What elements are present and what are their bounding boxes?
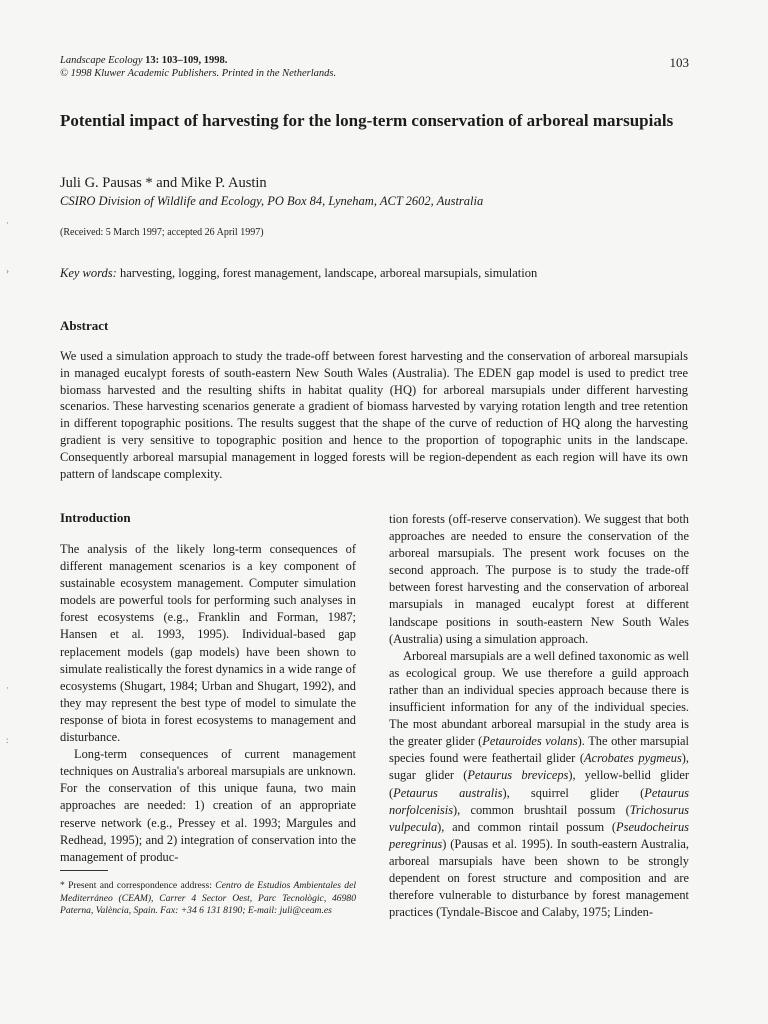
copyright-line: © 1998 Kluwer Academic Publishers. Printed in the Netherlands. — [60, 68, 337, 79]
margin-mark: · — [6, 683, 9, 693]
species-name: Petaurus norfolcenisis — [389, 785, 689, 817]
keywords — [60, 266, 537, 281]
footnote-address: Centro de Estudios Ambientales del Mediterráneo (CEAM), Carrer 4 Sector Oest, Parc Tecnològic, 46980 Paterna, València, Spain. Fax: +34 6 131 8190; E-mail: juli@ceam.es — [60, 880, 356, 917]
journal-name: Landscape Ecology — [60, 55, 143, 66]
column-left — [60, 541, 356, 866]
introduction-heading: Introduction — [60, 510, 131, 525]
species-name: Petauroides volans — [482, 734, 578, 749]
keywords-list: harvesting, logging, forest management, landscape, arboreal marsupials, simulation — [116, 266, 538, 280]
abstract-text: We used a simulation approach to study the trade-off between forest harvesting and the conservation of arboreal marsupials in managed eucalypt forests of south-eastern New South Wales (Australia). The EDEN gap model is used to predict tree biomass harvested and the resulting shifts in habitat quality (HQ) for arboreal marsupials under different harvesting scenarios. These harvesting scenarios generate a gradient of biomass harvested by varying rotation length and tree retention in different topographic positions. The results suggest that the shape of the curve of reduction of HQ along the harvesting gradient is very sensitive to topographic position and hence to the proportion of topographic units in the landscape. Consequently arboreal marsupial management in logged forests will be region-dependent as each region will have its own pattern of landscape complexity. — [60, 349, 688, 481]
margin-mark: : — [6, 735, 9, 745]
paragraph: tion forests (off-reserve conservation). We suggest that both approaches are needed to ensure the conservation of the arboreal marsupials. The present work focuses on the second approach. The purpose is to study the trade-off between forest harvesting and the conservation of arboreal marsupials in managed eucalypt forest at different landscape positions in south-eastern New South Wales (Australia) using a simulation approach. — [389, 512, 689, 646]
abstract-heading: Abstract — [60, 318, 109, 333]
journal-pages: : 103–109, 1998. — [155, 55, 228, 66]
species-name: Acrobates pygmeus — [584, 751, 682, 766]
page-number: 103 — [669, 55, 689, 70]
paragraph: Arboreal marsupials are a well defined taxonomic as well as ecological group. We use therefore a guild approach rather than an individual species approach because there is insufficient information for any of the individual species. The most abundant arboreal marsupial in the study area is the greater glider (Petauroides volans). The other marsupial species found were feathertail glider (Acrobates pygmeus), sugar glider (Petaurus breviceps), yellow-bellid glider (Petaurus australis), squirrel glider (Petaurus norfolcenisis), common brushtail possum (Trichosurus vulpecula), and common rintail possum (Pseudocheirus peregrinus) (Pausas et al. 1995). In south-eastern Australia, arboreal marsupials have been shown to be strongly dependent on forest structure and composition and are therefore vulnerable to disturbance by forest management practices (Tyndale-Biscoe and Calaby, 1975; Linden- — [389, 648, 690, 920]
received-dates: (Received: 5 March 1997; accepted 26 April 1997) — [60, 227, 264, 238]
footnote: * Present and correspondence address: Centro de Estudios Ambientales del Mediterráneo (CEAM), Carrer 4 Sector Oest, Parc Tecnològic, 46980 Paterna, València, Spain. Fax: +34 6 131 8190; E-mail: juli@ceam.es — [60, 880, 356, 917]
footnote-rule — [60, 870, 108, 871]
keywords-label: Key words: — [60, 266, 117, 280]
species-name: Trichosurus vulpecula — [389, 802, 689, 834]
margin-mark: · — [6, 218, 9, 228]
journal-volume: 13 — [145, 55, 156, 66]
column-right — [389, 511, 689, 921]
article-title: Potential impact of harvesting for the long-term conservation of arboreal marsupials — [60, 111, 674, 130]
author-line: Juli G. Pausas * and Mike P. Austin — [60, 175, 267, 191]
paragraph: The analysis of the likely long-term consequences of different management scenarios is a key component of sustainable ecosystem management. Computer simulation models are powerful tools for performing such analyses in forest ecosystems (e.g., Franklin and Forman, 1987; Hansen et al. 1993, 1995). Individual-based gap replacement models (gap models) have been shown to simulate realistically the forest dynamics in a wide range of ecosystems (Shugart, 1984; Urban and Shugart, 1992), and they may represent the best type of model to simulate the response of biota in forest ecosystems to management and disturbance. — [60, 542, 356, 745]
margin-mark: › — [6, 266, 9, 276]
journal-citation — [60, 54, 336, 80]
species-name: Pseudocheirus peregrinus — [389, 819, 689, 851]
species-name: Petaurus australis — [393, 785, 503, 800]
species-name: Petaurus breviceps — [467, 768, 569, 783]
paragraph: Long-term consequences of current management techniques on Australia's arboreal marsupials are unknown. For the conservation of this unique fauna, two main approaches are needed: 1) creation of an appropriate reserve network (e.g., Pressey et al. 1993; Margules and Redhead, 1995); and 2) integration of conservation into the management of produc- — [60, 747, 356, 864]
affiliation: CSIRO Division of Wildlife and Ecology, PO Box 84, Lyneham, ACT 2602, Australia — [60, 194, 484, 208]
